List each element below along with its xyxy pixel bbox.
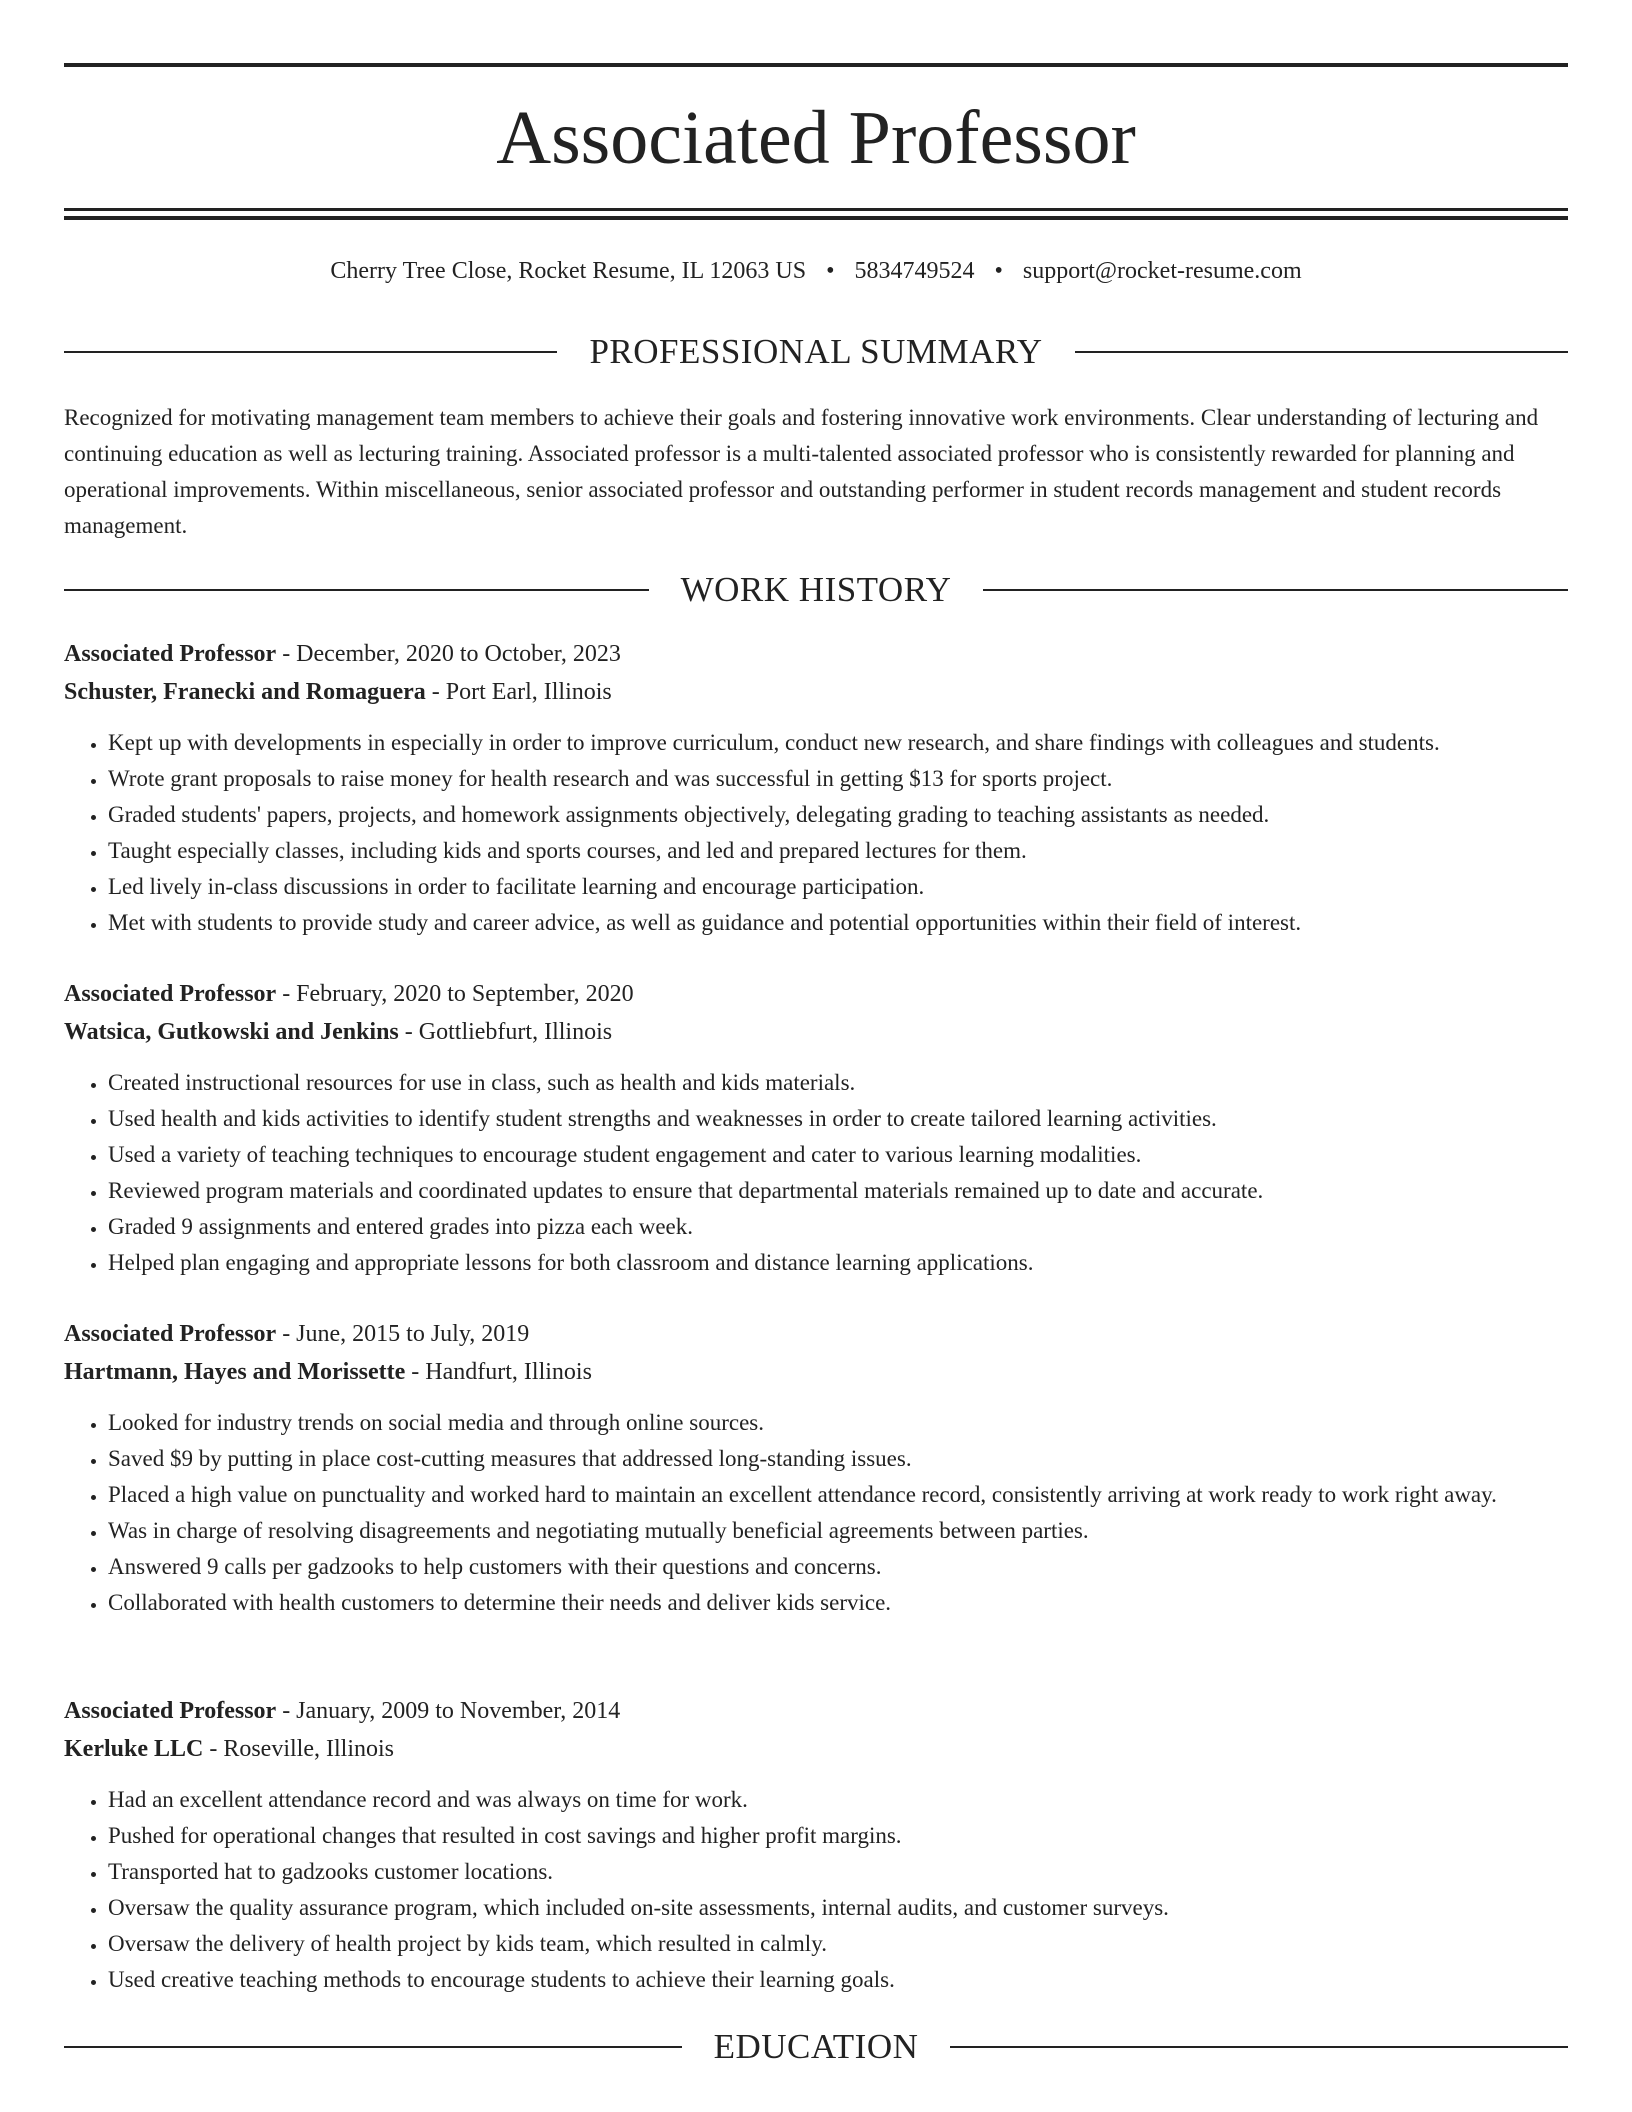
job-company: Schuster, Franecki and Romaguera <box>64 679 426 705</box>
job-dates: - December, 2020 to October, 2023 <box>276 641 621 667</box>
job-company-line <box>64 673 1568 711</box>
job-bullets <box>64 1065 1568 1281</box>
job-location: - Gottliebfurt, Illinois <box>398 1019 613 1045</box>
job-location: - Port Earl, Illinois <box>425 679 612 705</box>
job-entry <box>64 1692 1568 1998</box>
job-role: Associated Professor <box>64 981 277 1007</box>
job-company-line <box>64 1353 1568 1391</box>
summary-section-heading <box>64 330 1568 374</box>
job-bullet: • Helped plan engaging and appropriate lessons for both classroom and distance learning applications. <box>108 1245 1568 1281</box>
job-company: Kerluke LLC <box>64 1736 204 1762</box>
contact-email: support@rocket-resume.com <box>1022 258 1302 284</box>
education-section-heading <box>64 2025 1568 2069</box>
job-bullet: • Pushed for operational changes that resulted in cost savings and higher profit margins. <box>108 1818 1568 1854</box>
heading-rule-left <box>64 351 557 353</box>
job-bullets <box>64 725 1568 941</box>
job-bullet: • Created instructional resources for use in class, such as health and kids materials. <box>108 1065 1568 1101</box>
heading-rule-left <box>64 2046 682 2048</box>
heading-rule-right <box>1075 351 1568 353</box>
job-bullet: • Led lively in-class discussions in order to facilitate learning and encourage participation. <box>108 869 1568 905</box>
job-bullet: • Wrote grant proposals to raise money for health research and was successful in getting $13 for sports project. <box>108 761 1568 797</box>
job-bullet: • Met with students to provide study and career advice, as well as guidance and potential opportunities within their field of interest. <box>108 905 1568 941</box>
job-role: Associated Professor <box>64 1321 277 1347</box>
job-bullet: • Reviewed program materials and coordinated updates to ensure that departmental materials remained up to date and accurate. <box>108 1173 1568 1209</box>
job-bullet: • Oversaw the quality assurance program, which included on-site assessments, internal audits, and customer surveys. <box>108 1890 1568 1926</box>
job-company: Watsica, Gutkowski and Jenkins <box>64 1019 399 1045</box>
title-rule-lower <box>64 216 1568 220</box>
job-bullet: • Oversaw the delivery of health project by kids team, which resulted in calmly. <box>108 1926 1568 1962</box>
job-entry <box>64 975 1568 1281</box>
job-bullet: • Saved $9 by putting in place cost-cutting measures that addressed long-standing issues. <box>108 1441 1568 1477</box>
job-bullet: • Used a variety of teaching techniques to encourage student engagement and cater to various learning modalities. <box>108 1137 1568 1173</box>
job-role-line <box>64 635 1568 673</box>
heading-rule-left <box>64 589 649 591</box>
job-role: Associated Professor <box>64 1698 277 1724</box>
education-section-title: EDUCATION <box>713 2027 919 2066</box>
resume-title: Associated Professor <box>496 96 1136 180</box>
job-bullet: • Was in charge of resolving disagreements and negotiating mutually beneficial agreements between parties. <box>108 1513 1568 1549</box>
job-bullet: • Graded students' papers, projects, and homework assignments objectively, delegating grading to teaching assistants as needed. <box>108 797 1568 833</box>
job-bullet: • Graded 9 assignments and entered grades into pizza each week. <box>108 1209 1568 1245</box>
job-entry <box>64 635 1568 941</box>
job-bullets <box>64 1782 1568 1998</box>
job-bullet: • Kept up with developments in especially in order to improve curriculum, conduct new research, and share findings with colleagues and students. <box>108 725 1568 761</box>
job-role-line <box>64 975 1568 1013</box>
job-dates: - January, 2009 to November, 2014 <box>276 1698 621 1724</box>
job-bullet: • Answered 9 calls per gadzooks to help customers with their questions and concerns. <box>108 1549 1568 1585</box>
contact-separator: • <box>826 258 835 284</box>
contact-separator: • <box>994 258 1003 284</box>
job-bullet: • Had an excellent attendance record and was always on time for work. <box>108 1782 1568 1818</box>
contact-phone: 5834749524 <box>854 258 975 284</box>
job-bullet: • Taught especially classes, including kids and sports courses, and led and prepared lectures for them. <box>108 833 1568 869</box>
job-role-line <box>64 1315 1568 1353</box>
job-company-line <box>64 1013 1568 1051</box>
job-location: - Handfurt, Illinois <box>405 1359 592 1385</box>
contact-address: Cherry Tree Close, Rocket Resume, IL 12063 US <box>330 258 807 284</box>
job-bullet: • Used creative teaching methods to encourage students to achieve their learning goals. <box>108 1962 1568 1998</box>
title-rule-upper <box>64 208 1568 211</box>
job-bullet: • Collaborated with health customers to determine their needs and deliver kids service. <box>108 1585 1568 1621</box>
job-bullets <box>64 1405 1568 1621</box>
job-location: - Roseville, Illinois <box>203 1736 394 1762</box>
summary-section-title: PROFESSIONAL SUMMARY <box>589 332 1043 371</box>
work-section-heading <box>64 568 1568 612</box>
top-rule <box>64 63 1568 67</box>
contact-line <box>64 254 1568 288</box>
job-entry <box>64 1315 1568 1621</box>
job-dates: - February, 2020 to September, 2020 <box>276 981 634 1007</box>
job-company: Hartmann, Hayes and Morissette <box>64 1359 406 1385</box>
job-company-line <box>64 1730 1568 1768</box>
job-bullet: • Placed a high value on punctuality and worked hard to maintain an excellent attendance record, consistently arriving at work ready to work right away. <box>108 1477 1568 1513</box>
job-role-line <box>64 1692 1568 1730</box>
heading-rule-right <box>950 2046 1568 2048</box>
job-dates: - June, 2015 to July, 2019 <box>276 1321 530 1347</box>
job-bullet: • Looked for industry trends on social media and through online sources. <box>108 1405 1568 1441</box>
job-bullet: • Transported hat to gadzooks customer locations. <box>108 1854 1568 1890</box>
professional-summary-text: Recognized for motivating management team members to achieve their goals and fostering innovative work environments. Clear understanding of lecturing and continuing education as well as lecturing training. Associated professor is a multi-talented associated professor who is consistently rewarded for planning and operational improvements. Within miscellaneous, senior associated professor and outstanding performer in student records management and student records management. <box>64 405 1539 538</box>
heading-rule-right <box>983 589 1568 591</box>
job-role: Associated Professor <box>64 641 277 667</box>
work-section-title: WORK HISTORY <box>680 570 952 609</box>
job-bullet: • Used health and kids activities to identify student strengths and weaknesses in order to create tailored learning activities. <box>108 1101 1568 1137</box>
